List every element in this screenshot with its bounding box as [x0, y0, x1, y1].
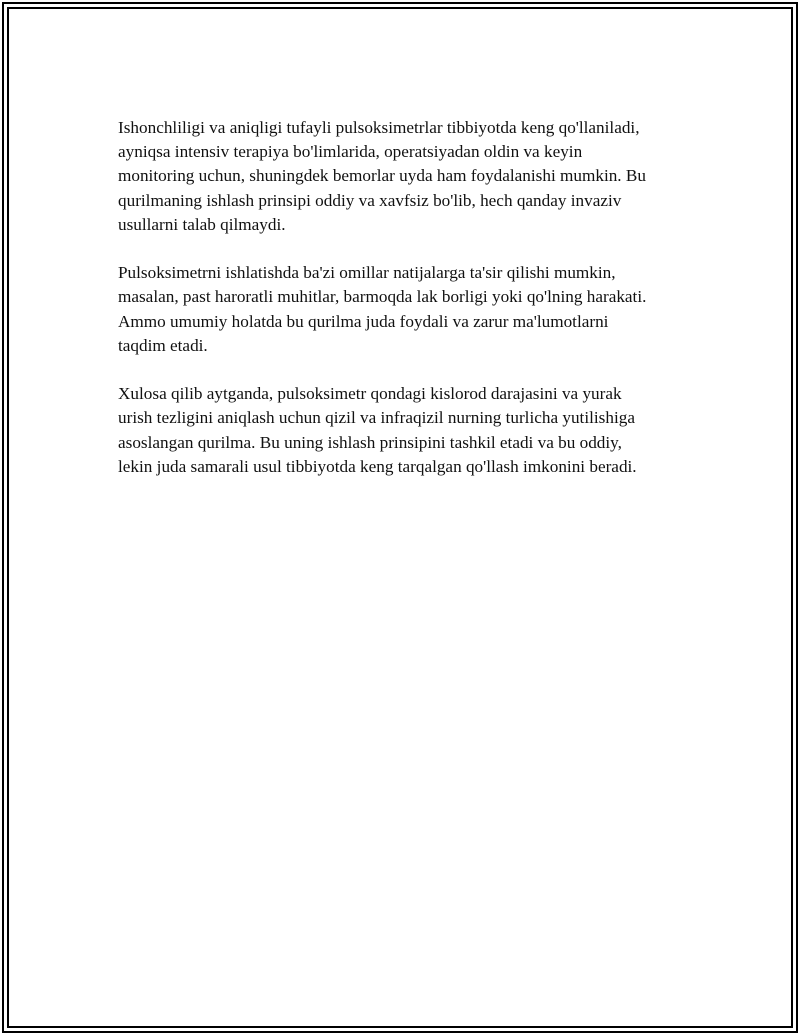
paragraph-1: [118, 116, 688, 237]
paragraph-line: ayniqsa intensiv terapiya bo'limlarida, operatsiyadan oldin va keyin: [118, 142, 583, 162]
paragraph-line: qurilmaning ishlash prinsipi oddiy va xavfsiz bo'lib, hech qanday invaziv: [118, 190, 622, 210]
paragraph-line: asoslangan qurilma. Bu uning ishlash prinsipini tashkil etadi va bu oddiy,: [118, 432, 622, 452]
paragraph-line: usullarni talab qilmaydi.: [118, 214, 286, 234]
document-body: [118, 116, 688, 503]
paragraph-line: Xulosa qilib aytganda, pulsoksimetr qondagi kislorod darajasini va yurak: [118, 384, 622, 404]
paragraph-line: masalan, past haroratli muhitlar, barmoqda lak borligi yoki qo'lning harakati.: [118, 287, 647, 307]
paragraph-2: [118, 261, 688, 358]
paragraph-line: Ammo umumiy holatda bu qurilma juda foydali va zarur ma'lumotlarni: [118, 311, 609, 331]
paragraph-3: [118, 382, 688, 479]
paragraph-line: taqdim etadi.: [118, 335, 208, 355]
paragraph-line: lekin juda samarali usul tibbiyotda keng tarqalgan qo'llash imkonini beradi.: [118, 456, 637, 476]
paragraph-line: urish tezligini aniqlash uchun qizil va infraqizil nurning turlicha yutilishiga: [118, 408, 635, 428]
paragraph-line: Ishonchliligi va aniqligi tufayli pulsoksimetrlar tibbiyotda keng qo'llaniladi,: [118, 118, 640, 137]
paragraph-line: Pulsoksimetrni ishlatishda ba'zi omillar natijalarga ta'sir qilishi mumkin,: [118, 263, 616, 283]
paragraph-line: monitoring uchun, shuningdek bemorlar uyda ham foydalanishi mumkin. Bu: [118, 166, 646, 186]
